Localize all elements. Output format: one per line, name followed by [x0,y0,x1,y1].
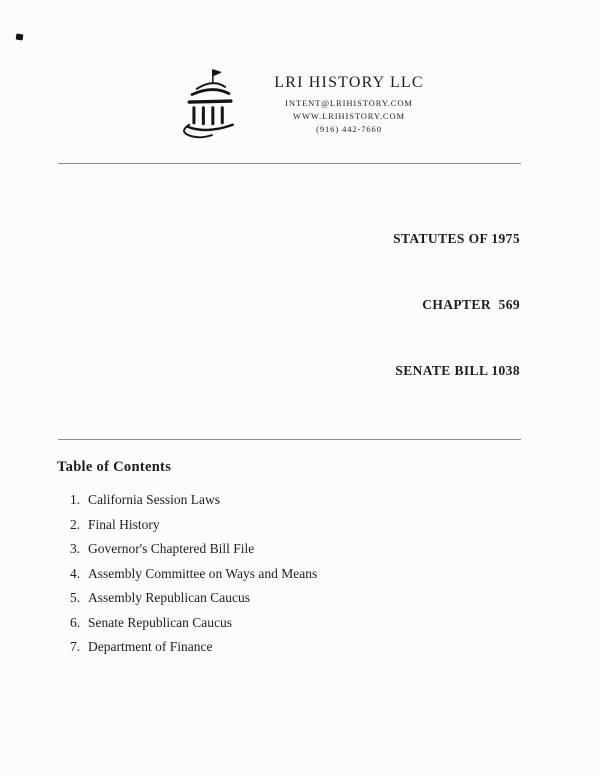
toc-item-number: 1. [70,492,81,507]
toc-item-number: 4. [70,565,81,581]
toc-title: Table of Contents [57,459,172,475]
document-reference-block [0,184,520,426]
capitol-logo-icon [176,66,244,140]
toc-item-number: 2. [70,516,81,532]
toc-item-label: Final History [88,516,160,532]
toc-list [70,493,600,654]
toc-item [70,567,600,581]
toc-item-label: California Session Laws [88,492,220,507]
toc-item-label: Department of Finance [88,639,213,654]
company-email: INTENT@LRIHISTORY.COM [285,98,413,108]
toc-item-number: 3. [70,541,81,556]
statutes-line: STATUTES OF 1975 [393,231,520,246]
divider-top [58,163,521,164]
toc-item-number: 7. [70,639,81,654]
chapter-line: CHAPTER 569 [422,297,520,312]
toc-item [70,616,600,630]
senate-bill-line: SENATE BILL 1038 [395,363,520,378]
divider-bottom [58,439,521,440]
company-phone: (916) 442-7660 [316,124,382,134]
toc-item-number: 5. [70,590,81,605]
scan-artifact-mark [16,34,24,41]
toc-item [70,542,600,556]
letterhead-text [274,64,424,136]
toc-item-label: Governor's Chaptered Bill File [88,541,255,556]
toc-item [70,493,600,507]
letterhead [0,0,600,140]
company-website: WWW.LRIHISTORY.COM [293,111,405,121]
toc-item [70,640,600,654]
toc-item-label: Assembly Committee on Ways and Means [88,565,318,581]
toc-item-label: Assembly Republican Caucus [88,590,250,605]
toc-item [70,591,600,605]
toc-item-label: Senate Republican Caucus [88,614,232,630]
toc-item [70,518,600,532]
company-name: LRI HISTORY LLC [274,74,424,91]
toc-item-number: 6. [70,614,81,630]
